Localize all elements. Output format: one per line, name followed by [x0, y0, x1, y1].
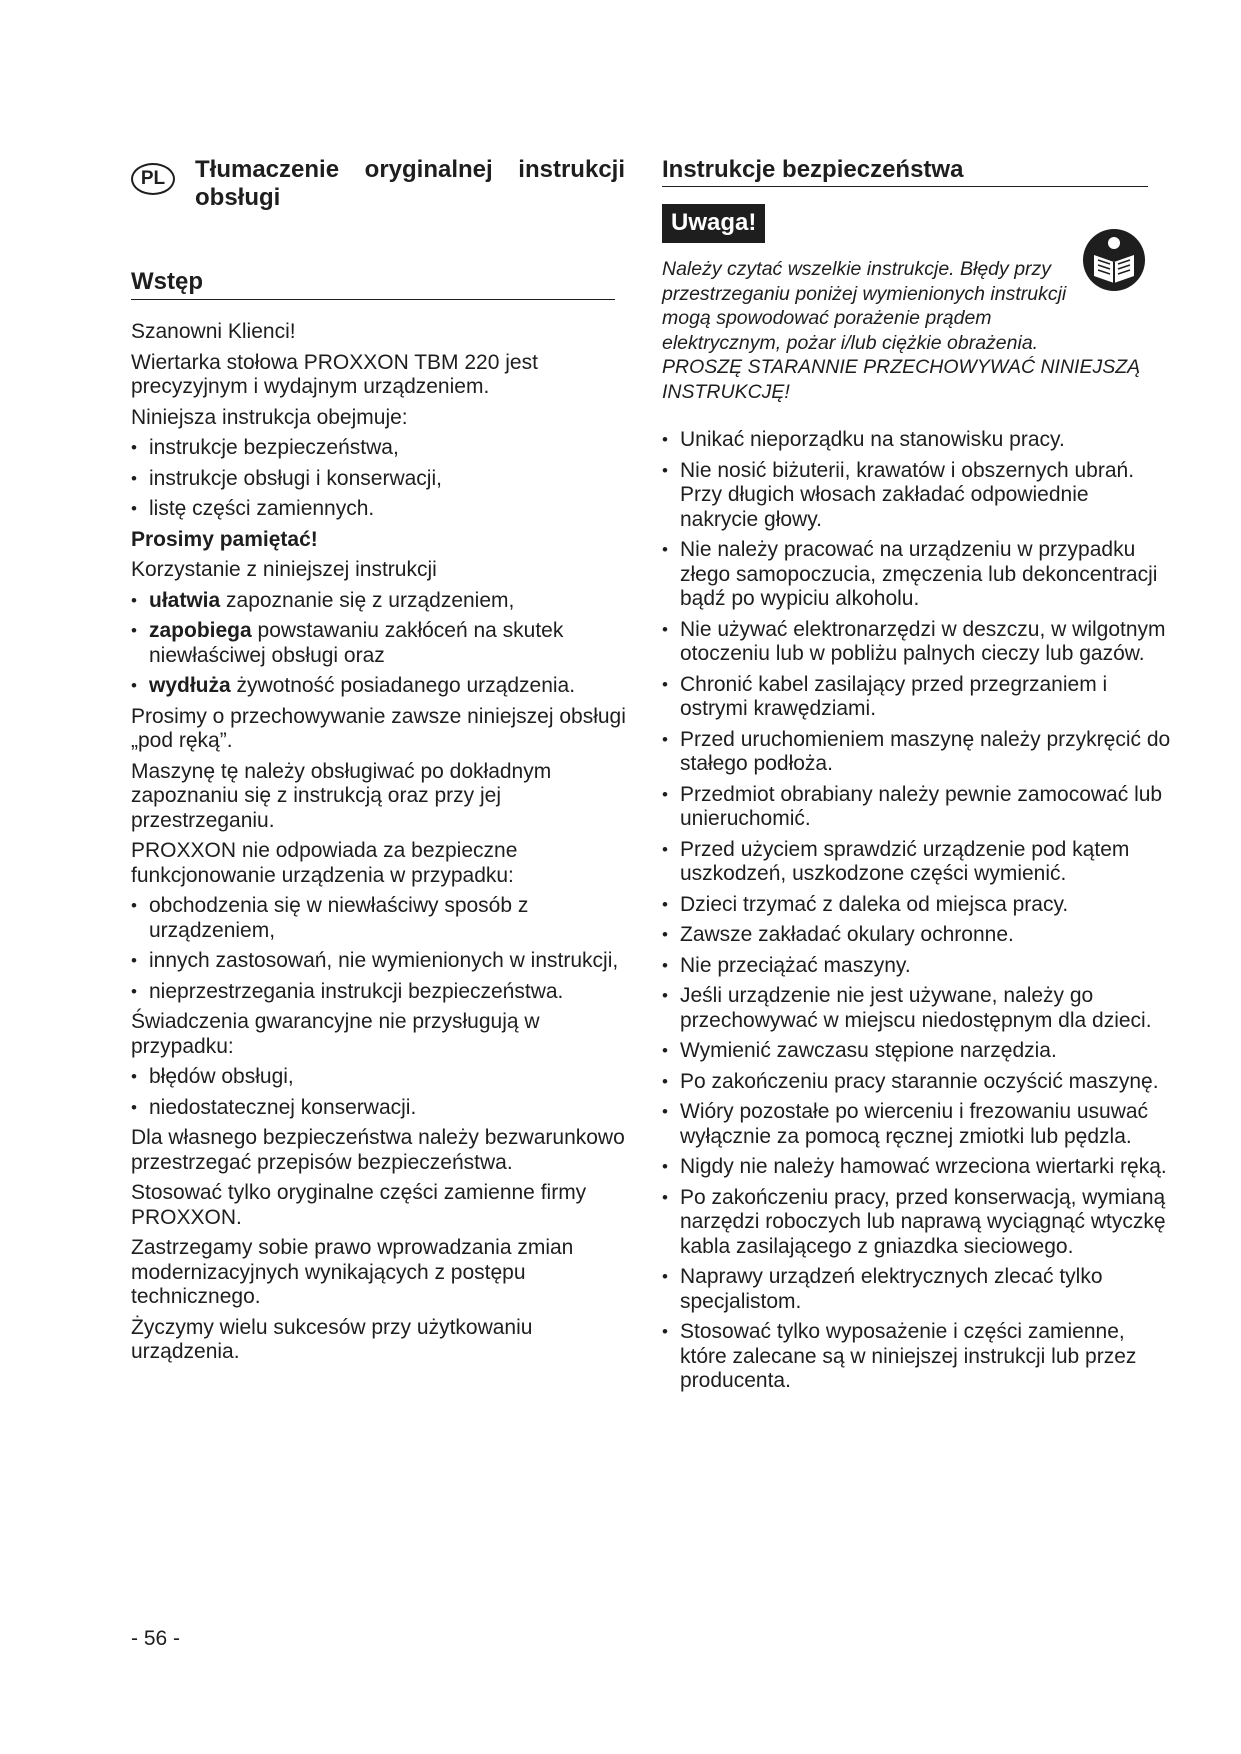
warranty-paragraph: Świadczenia gwarancyjne nie przysługują w przypadku:: [131, 1010, 540, 1058]
list-item: • Stosować tylko wyposażenie i części zamienne, które zalecane są w niniejszej instrukcji lub przez producenta.: [662, 1320, 1172, 1394]
warranty-list: [131, 1065, 637, 1120]
attention-badge: Uwaga!: [662, 204, 765, 243]
safety-paragraph: Dla własnego bezpieczeństwa należy bezwarunkowo przestrzegać przepisów bezpieczeństwa.: [131, 1126, 625, 1174]
changes-paragraph: Zastrzegamy sobie prawo wprowadzania zmian modernizacyjnych wynikających z postępu technicznego.: [131, 1236, 574, 1308]
remember-label: Prosimy pamiętać!: [131, 527, 318, 551]
list-item: • Nigdy nie należy hamować wrzeciona wiertarki ręką.: [662, 1155, 1172, 1180]
list-item: • obchodzenia się w niewłaściwy sposób z urządzeniem,: [131, 894, 637, 943]
list-item: • Unikać nieporządku na stanowisku pracy.: [662, 428, 1172, 453]
safety-list: [662, 428, 1172, 1394]
warning-caps: PROSZĘ STARANNIE PRZECHOWYWAĆ NINIEJSZĄ INSTRUKCJĘ!: [662, 356, 1141, 403]
list-item: • Po zakończeniu pracy starannie oczyścić maszynę.: [662, 1070, 1172, 1095]
greeting: Szanowni Klienci!: [131, 320, 296, 343]
list-item: • Chronić kabel zasilający przed przegrzaniem i ostrymi krawędziami.: [662, 673, 1172, 722]
list-item: • wydłuża żywotność posiadanego urządzenia.: [131, 674, 637, 699]
liability-paragraph: PROXXON nie odpowiada za bezpieczne funkcjonowanie urządzenia w przypadku:: [131, 839, 518, 887]
list-item: • Zawsze zakładać okulary ochronne.: [662, 923, 1172, 948]
list-item: • Nie przeciążać maszyny.: [662, 954, 1172, 979]
usage-keyword: ułatwia: [149, 588, 221, 612]
list-item: • Naprawy urządzeń elektrycznych zlecać tylko specjalistom.: [662, 1265, 1172, 1314]
language-badge: PL: [131, 163, 175, 195]
list-item: • Dzieci trzymać z daleka od miejsca pracy.: [662, 893, 1172, 918]
list-item: • błędów obsługi,: [131, 1065, 637, 1090]
usage-label: Korzystanie z niniejszej instrukcji: [131, 558, 437, 581]
list-item: • Nie należy pracować na urządzeniu w przypadku złego samopoczucia, zmęczenia lub dekoncentracji bądź po wypiciu alkoholu.: [662, 538, 1172, 612]
page-number: - 56 -: [131, 1627, 181, 1650]
intro-heading-rule: [131, 299, 615, 300]
intro-paragraph: Wiertarka stołowa PROXXON TBM 220 jest precyzyjnym i wydajnym urządzeniem.: [131, 350, 538, 398]
usage-list: [131, 589, 637, 699]
contains-label: Niniejsza instrukcja obejmuje:: [131, 405, 408, 429]
list-item: • Po zakończeniu pracy, przed konserwacją, wymianą narzędzi roboczych lub naprawą wyciągnąć wtyczkę kabla zasilającego z gniazdka sieciowego.: [662, 1186, 1172, 1260]
list-item: • Przed uruchomieniem maszynę należy przykręcić do stałego podłoża.: [662, 728, 1172, 777]
liability-list: [131, 894, 637, 1004]
safety-heading-rule: [662, 186, 1148, 187]
usage-keyword: zapobiega: [149, 619, 252, 642]
contains-list: [131, 436, 637, 522]
list-item: • Nie nosić biżuterii, krawatów i obszernych ubrań. Przy długich włosach zakładać odpowiednie nakrycie głowy.: [662, 459, 1172, 533]
list-item: • nieprzestrzegania instrukcji bezpieczeństwa.: [131, 980, 637, 1005]
list-item: • Nie używać elektronarzędzi w deszczu, w wilgotnym otoczeniu lub w pobliżu palnych cieczy lub gazów.: [662, 618, 1172, 667]
usage-keyword: wydłuża: [149, 674, 231, 697]
list-item: • instrukcje obsługi i konserwacji,: [131, 467, 637, 492]
list-item: • instrukcje bezpieczeństwa,: [131, 436, 637, 461]
list-item: • Jeśli urządzenie nie jest używane, należy go przechowywać w miejscu niedostępnym dla dzieci.: [662, 984, 1172, 1033]
warning-block: [662, 257, 1172, 404]
list-item: • innych zastosowań, nie wymienionych w instrukcji,: [131, 949, 637, 974]
list-item: • Przedmiot obrabiany należy pewnie zamocować lub unieruchomić.: [662, 783, 1172, 832]
document-title: Tłumaczenie oryginalnej instrukcji obsługi: [195, 156, 625, 211]
parts-paragraph: Stosować tylko oryginalne części zamienne firmy PROXXON.: [131, 1181, 587, 1229]
list-item: • zapobiega powstawaniu zakłóceń na skutek niewłaściwej obsługi oraz: [131, 619, 637, 668]
list-item: • Wióry pozostałe po wierceniu i frezowaniu usuwać wyłącznie za pomocą ręcznej zmiotki lub pędzla.: [662, 1100, 1172, 1149]
intro-heading: Wstęp: [131, 268, 203, 295]
safety-body: [662, 428, 1172, 1400]
list-item: • niedostatecznej konserwacji.: [131, 1096, 637, 1121]
list-item: • Wymienić zawczasu stępione narzędzia.: [662, 1039, 1172, 1064]
intro-body: [131, 320, 637, 1371]
operate-paragraph: Maszynę tę należy obsługiwać po dokładnym zapoznaniu się z instrukcją oraz przy jej przestrzeganiu.: [131, 759, 552, 832]
keep-paragraph: Prosimy o przechowywanie zawsze niniejszej obsługi „pod ręką”.: [131, 704, 626, 752]
safety-heading: Instrukcje bezpieczeństwa: [662, 156, 964, 183]
wishes-paragraph: Życzymy wielu sukcesów przy użytkowaniu urządzenia.: [131, 1315, 533, 1363]
list-item: • Przed użyciem sprawdzić urządzenie pod kątem uszkodzeń, uszkodzone części wymienić.: [662, 838, 1172, 887]
list-item: • listę części zamiennych.: [131, 497, 637, 522]
warning-text: Należy czytać wszelkie instrukcje. Błędy przy przestrzeganiu poniżej wymienionych instrukcji mogą spowodować porażenie prądem elektrycznym, pożar i/lub ciężkie obrażenia.: [662, 258, 1067, 354]
list-item: • ułatwia zapoznanie się z urządzeniem,: [131, 589, 637, 614]
